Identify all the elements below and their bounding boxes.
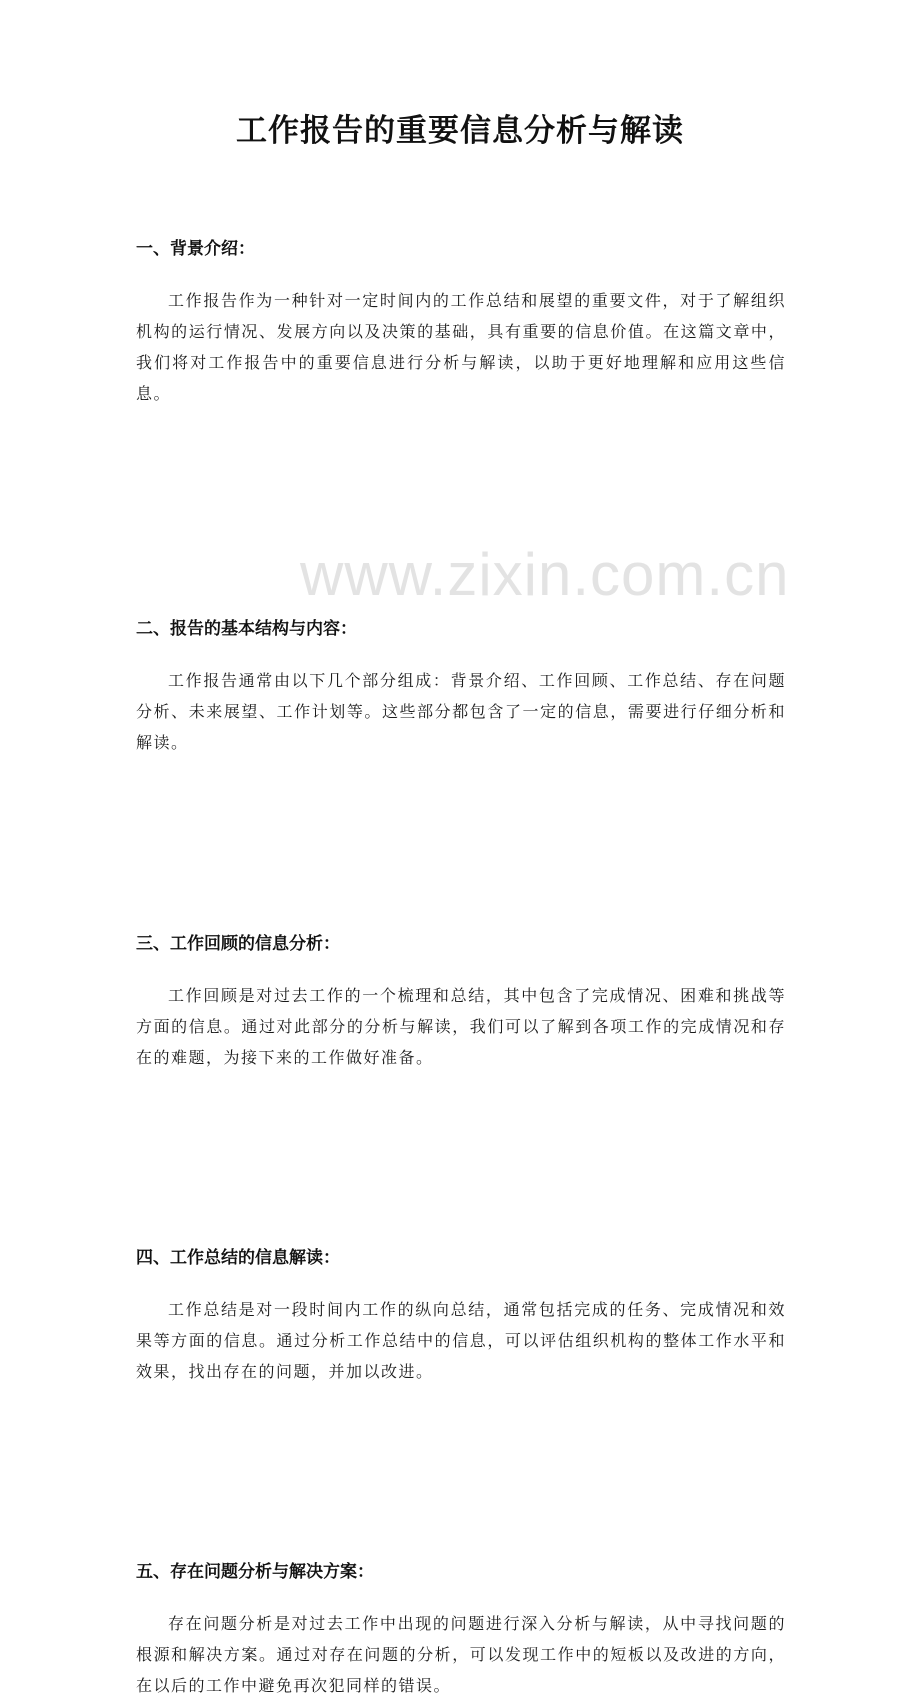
section-structure	[136, 617, 786, 758]
section-review	[136, 932, 786, 1073]
section-heading: 五、存在问题分析与解决方案：	[136, 1562, 374, 1582]
section-paragraph: 工作报告通常由以下几个部分组成：背景介绍、工作回顾、工作总结、存在问题分析、未来展望、工作计划等。这些部分都包含了一定的信息，需要进行仔细分析和解读。	[136, 671, 786, 752]
section-summary	[136, 1246, 786, 1387]
section-heading: 二、报告的基本结构与内容：	[136, 619, 357, 639]
section-paragraph: 工作报告作为一种针对一定时间内的工作总结和展望的重要文件，对于了解组织机构的运行情况、发展方向以及决策的基础，具有重要的信息价值。在这篇文章中，我们将对工作报告中的重要信息进行分析与解读，以助于更好地理解和应用这些信息。	[136, 291, 786, 403]
section-heading: 一、背景介绍：	[136, 239, 255, 259]
section-paragraph: 工作总结是对一段时间内工作的纵向总结，通常包括完成的任务、完成情况和效果等方面的信息。通过分析工作总结中的信息，可以评估组织机构的整体工作水平和效果，找出存在的问题，并加以改进。	[136, 1300, 786, 1381]
watermark: www.zixin.com.cn	[300, 541, 790, 608]
section-background	[136, 237, 786, 409]
document-title: 工作报告的重要信息分析与解读	[236, 113, 684, 149]
section-heading: 四、工作总结的信息解读：	[136, 1248, 340, 1268]
section-paragraph: 工作回顾是对过去工作的一个梳理和总结，其中包含了完成情况、困难和挑战等方面的信息。通过对此部分的分析与解读，我们可以了解到各项工作的完成情况和存在的难题，为接下来的工作做好准备。	[136, 986, 786, 1067]
section-paragraph: 存在问题分析是对过去工作中出现的问题进行深入分析与解读，从中寻找问题的根源和解决方案。通过对存在问题的分析，可以发现工作中的短板以及改进的方向，在以后的工作中避免再次犯同样的错误。	[136, 1614, 786, 1695]
section-problems	[136, 1560, 786, 1701]
section-heading: 三、工作回顾的信息分析：	[136, 934, 340, 954]
